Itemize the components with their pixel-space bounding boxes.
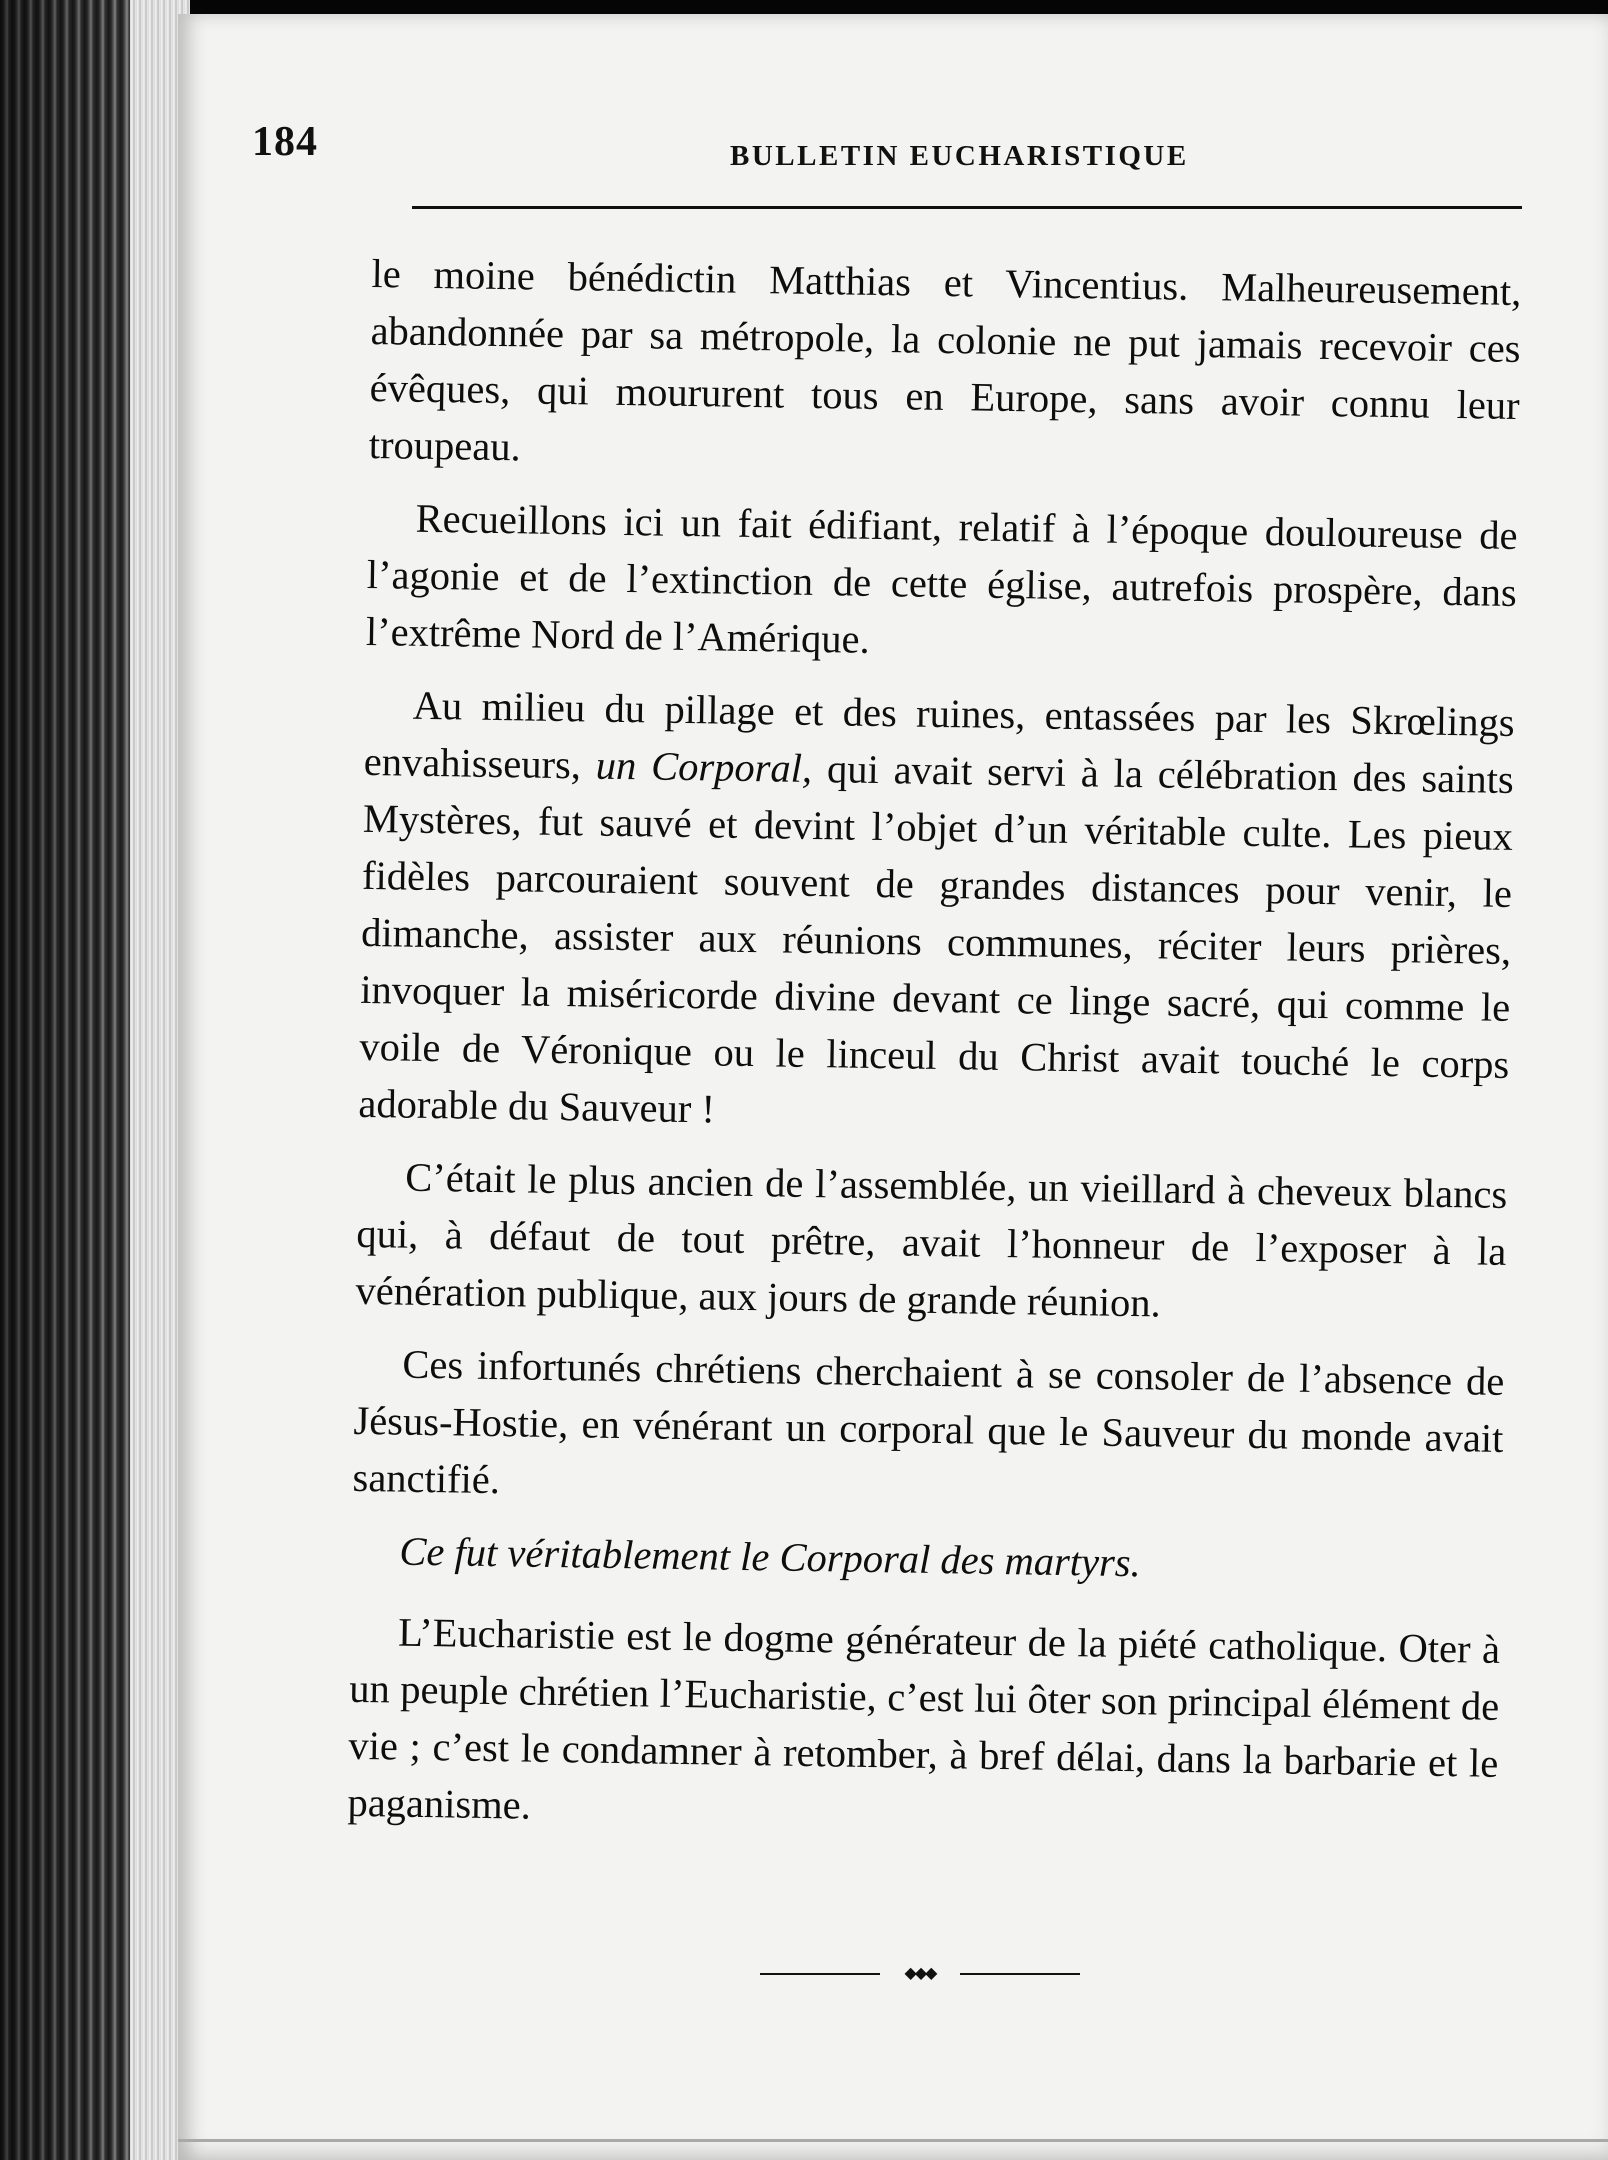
page-bottom-edge — [178, 2139, 1608, 2142]
paragraph-3-part-2: qui avait servi à la célébration des saints Mystères, fut sauvé et devint l’objet d’un véritable culte. Les pieux fidèles parcouraient souvent de grandes distances pour venir, le dimanche, assister aux réunions communes, réciter leurs prières, invoquer la miséricorde divine devant ce linge sacré, qui comme le voile de Véronique ou le linceul du Christ avait touché le corps adorable du Sauveur ! — [358, 746, 1515, 1132]
end-ornament — [760, 1966, 1080, 1982]
header-rule — [412, 206, 1522, 209]
paragraph-2: Recueillons ici un fait édifiant, relatif à l’époque douloureuse de l’agonie et de l’extinction de cette église, autrefois prospère, dans l’extrême Nord de l’Amérique. — [365, 495, 1518, 662]
ornament-diamonds-icon: ◆◆◆ — [904, 1965, 936, 1982]
page-number: 184 — [252, 119, 318, 165]
paragraph-3-part-1: Au milieu du pillage et des ruines, entassées par les Skrœlings envahisseurs, — [363, 682, 1515, 788]
ornament-line-left — [760, 1973, 880, 1975]
paragraph-5: Ces infortunés chrétiens cherchaient à se consoler de l’absence de Jésus-Hostie, en vénérant un corporal que le Sauveur du monde avait sanctifié. — [352, 1341, 1505, 1503]
running-title: BULLETIN EUCHARISTIQUE — [730, 140, 1189, 172]
ornament-line-right — [960, 1973, 1080, 1975]
scan-top-edge — [0, 0, 1608, 14]
paragraph-6: L’Eucharistie est le dogme générateur de la piété catholique. Oter à un peuple chrétien l’Eucharistie, c’est lui ôter son principal élément de vie ; c’est le condamner à retomber, à bref délai, dans la barbarie et le paganisme. — [347, 1609, 1501, 1828]
body-text — [347, 245, 1522, 1865]
paragraph-1: le moine bénédictin Matthias et Vincentius. Malheureusement, abandonnée par sa métropole, la colonie ne put jamais recevoir ces évêques, qui moururent tous en Europe, sans avoir connu leur troupeau. — [368, 250, 1522, 470]
paragraph-4: C’était le plus ancien de l’assemblée, un vieillard à cheveux blancs qui, à défaut de tout prêtre, avait l’honneur de l’exposer à la vénération publique, aux jours de grande réunion. — [355, 1154, 1508, 1326]
paragraph-3 — [358, 676, 1515, 1150]
paragraph-3-italic: un Corporal, — [595, 742, 813, 791]
italic-statement: Ce fut véritablement le Corporal des martyrs. — [399, 1528, 1142, 1586]
